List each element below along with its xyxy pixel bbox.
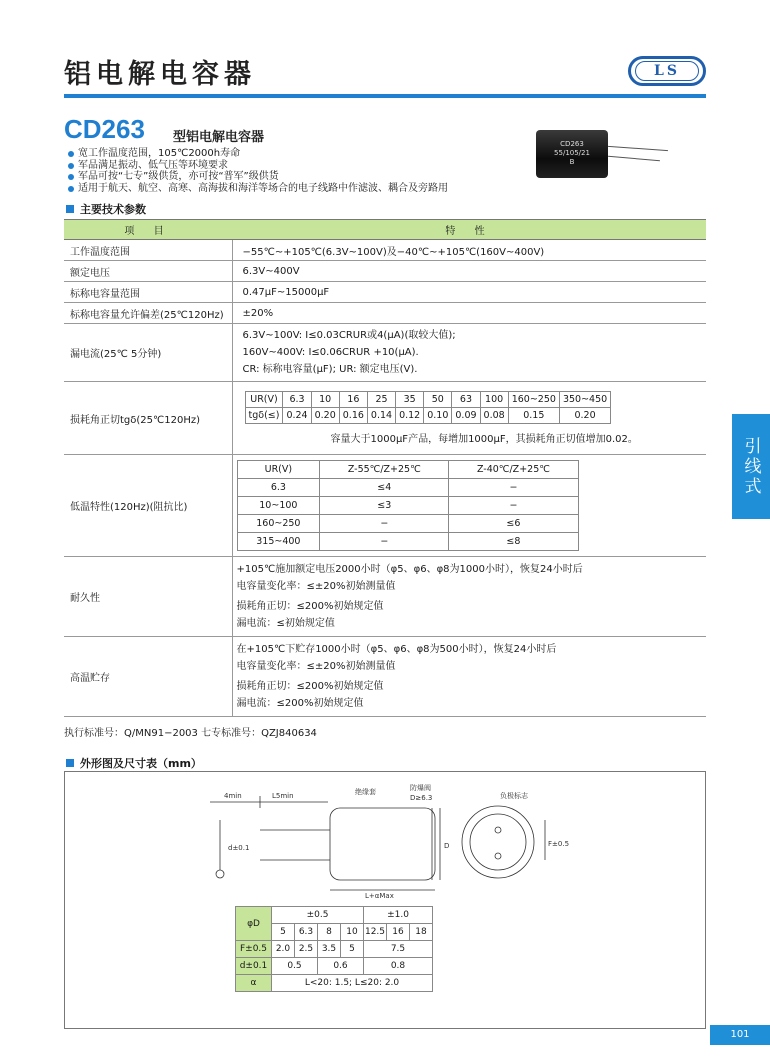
ls-logo: [628, 56, 706, 86]
lowtemp-header: Z-40℃/Z+25℃: [449, 461, 578, 479]
lowtemp-cell: −: [320, 533, 449, 551]
tand-row-label: tgδ(≤): [245, 408, 283, 424]
tand-value: 0.08: [480, 408, 508, 424]
spec-label: 标称电容量允许偏差(25℃120Hz): [64, 303, 232, 324]
dim-F-value: 2.0: [272, 941, 295, 958]
feature-item: 宽工作温度范围，105℃2000h寿命: [66, 148, 448, 160]
spec-line: 损耗角正切：≤200%初始规定值: [236, 681, 384, 692]
tand-voltage: 350~450: [559, 392, 610, 408]
feature-list: [66, 148, 448, 194]
spec-line: 漏电流：≤200%初始规定值: [236, 698, 364, 709]
spec-label: 工作温度范围: [64, 240, 232, 261]
section-specs-heading: 主要技术参数: [66, 201, 146, 217]
label-L: L+αMax: [365, 892, 394, 900]
dim-size: 16: [387, 924, 410, 941]
dim-tol: ±0.5: [272, 907, 364, 924]
tand-voltage: 50: [424, 392, 452, 408]
dim-size: 5: [272, 924, 295, 941]
dim-size: 6.3: [295, 924, 318, 941]
feature-item: 军品满足振动、低气压等环境要求: [66, 160, 448, 172]
lowtemp-cell: ≤6: [449, 515, 578, 533]
model-number: CD263: [64, 114, 145, 144]
tand-row-label: UR(V): [245, 392, 283, 408]
label-neg-mark: 负极标志: [500, 792, 528, 800]
side-tab: 引线式: [732, 414, 770, 519]
lowtemp-cell: −: [449, 497, 578, 515]
end-view-outer: [462, 806, 534, 878]
capacitor-body: [330, 808, 435, 880]
label-vent-cond: D≥6.3: [410, 794, 433, 802]
spec-line: 电容量变化率：≤±20%初始测量值: [236, 581, 396, 592]
outline-drawing: [200, 780, 580, 900]
tand-value: 0.20: [311, 408, 339, 424]
dim-F-value: 5: [341, 941, 364, 958]
spec-label: 额定电压: [64, 261, 232, 282]
spec-value: −55℃~+105℃(6.3V~100V)及−40℃~+105℃(160V~400V): [232, 240, 706, 261]
spec-value: ±20%: [232, 303, 706, 324]
label-lead-len: 4min: [224, 792, 242, 800]
tand-value: 0.09: [452, 408, 480, 424]
page-title: 铝电解电容器: [64, 59, 256, 90]
dim-d-value: 0.5: [272, 958, 318, 975]
tand-voltage: 100: [480, 392, 508, 408]
label-sleeve: 绝缘套: [355, 788, 376, 796]
tand-value: 0.10: [424, 408, 452, 424]
label-D: D: [444, 842, 450, 850]
spec-value: 0.47μF~15000μF: [232, 282, 706, 303]
feature-item: 军品可按“七专”级供货，亦可按“普军”级供货: [66, 171, 448, 183]
tand-value: 0.24: [283, 408, 311, 424]
spec-label: 高温贮存: [64, 637, 232, 717]
spec-label: 耐久性: [64, 557, 232, 637]
lowtemp-cell: 10~100: [237, 497, 320, 515]
tand-value: 0.15: [508, 408, 559, 424]
label-body-len: L5min: [272, 792, 294, 800]
lowtemp-header: UR(V): [237, 461, 320, 479]
spec-label: 低温特性(120Hz)(阻抗比): [64, 455, 232, 557]
lowtemp-cell: 160~250: [237, 515, 320, 533]
tand-value: 0.16: [339, 408, 367, 424]
lowtemp-cell: −: [320, 515, 449, 533]
spec-line: CR: 标称电容量(μF); UR: 额定电压(V).: [242, 364, 418, 375]
spec-label: 损耗角正切tgδ(25℃120Hz): [64, 382, 232, 455]
lowtemp-cell: ≤3: [320, 497, 449, 515]
header-rule: [64, 94, 706, 98]
spec-table: [64, 219, 706, 717]
dim-F-value: 7.5: [364, 941, 433, 958]
dim-tol: ±1.0: [364, 907, 433, 924]
feature-item: 适用于航天、航空、高寒、高海拔和海洋等场合的电子线路中作滤波、耦合及旁路用: [66, 183, 448, 195]
lowtemp-cell: ≤4: [320, 479, 449, 497]
photo-label-1: CD263: [560, 140, 584, 148]
spec-label: 漏电流(25℃ 5分钟): [64, 324, 232, 382]
dim-label-F: F±0.5: [236, 941, 272, 958]
lead-hole: [495, 853, 501, 859]
photo-label-2: 55/105/21: [554, 149, 590, 157]
dim-size: 10: [341, 924, 364, 941]
photo-label-3: B: [569, 158, 575, 166]
tand-value: 0.12: [396, 408, 424, 424]
spec-line: 6.3V~100V: I≤0.03CRUR或4(μA)(取较大值);: [242, 330, 456, 341]
bullet-square-icon: [66, 205, 74, 213]
dim-size: 12.5: [364, 924, 387, 941]
end-view-inner: [470, 814, 526, 870]
tand-voltage: 160~250: [508, 392, 559, 408]
model-subtitle: 型铝电解电容器: [173, 130, 265, 145]
tand-value: 0.14: [367, 408, 395, 424]
dim-d-value: 0.6: [318, 958, 364, 975]
lowtemp-cell: 6.3: [237, 479, 320, 497]
bullet-square-icon: [66, 759, 74, 767]
tand-note: 容量大于1000μF产品，每增加1000μF，其损耗角正切值增加0.02。: [330, 434, 638, 445]
tand-voltage: 10: [311, 392, 339, 408]
dim-size: 18: [410, 924, 433, 941]
tand-voltage: 63: [452, 392, 480, 408]
tand-voltage: 35: [396, 392, 424, 408]
lead-hole: [495, 827, 501, 833]
tand-voltage: 25: [367, 392, 395, 408]
lowtemp-cell: 315~400: [237, 533, 320, 551]
capacitor-lead: [608, 146, 668, 151]
lead-end: [216, 870, 224, 878]
dim-F-value: 2.5: [295, 941, 318, 958]
dim-alpha-value: L<20: 1.5; L≤20: 2.0: [272, 975, 433, 992]
dim-label-alpha: α: [236, 975, 272, 992]
spec-header-item: 项 目: [64, 220, 232, 240]
spec-header-char: 特 性: [232, 220, 706, 240]
spec-line: 损耗角正切：≤200%初始规定值: [236, 601, 384, 612]
dimension-table: [235, 906, 433, 992]
dim-F-value: 3.5: [318, 941, 341, 958]
page-number: 101: [710, 1025, 770, 1045]
logo-text: LS: [635, 61, 699, 81]
label-F: F±0.5: [548, 840, 570, 848]
spec-line: 漏电流：≤初始规定值: [236, 618, 335, 629]
spec-line: 在+105℃下贮存1000小时（φ5、φ6、φ8为500小时），恢复24小时后: [236, 644, 557, 655]
spec-line: +105℃施加额定电压2000小时（φ5、φ6、φ8为1000小时），恢复24小时后: [236, 564, 583, 575]
spec-label: 标称电容量范围: [64, 282, 232, 303]
lowtemp-table: [237, 460, 579, 551]
spec-line: 电容量变化率：≤±20%初始测量值: [236, 661, 396, 672]
lowtemp-header: Z-55℃/Z+25℃: [320, 461, 449, 479]
dim-label-d: d±0.1: [236, 958, 272, 975]
capacitor-photo: [536, 130, 608, 178]
label-d: d±0.1: [228, 844, 250, 852]
standard-note: 执行标准号：Q/MN91−2003 七专标准号：QZJ840634: [64, 728, 317, 739]
dim-label-phiD: φD: [236, 907, 272, 941]
tand-value: 0.20: [559, 408, 610, 424]
tand-voltage: 16: [339, 392, 367, 408]
tand-voltage: 6.3: [283, 392, 311, 408]
spec-value: 6.3V~400V: [232, 261, 706, 282]
section-dimensions-heading: 外形图及尺寸表（mm）: [66, 755, 202, 771]
lowtemp-cell: ≤8: [449, 533, 578, 551]
dim-size: 8: [318, 924, 341, 941]
lowtemp-cell: −: [449, 479, 578, 497]
label-vent: 防爆阀: [410, 784, 431, 792]
tand-table: [245, 391, 612, 424]
capacitor-lead: [608, 156, 660, 162]
spec-line: 160V~400V: I≤0.06CRUR +10(μA).: [242, 347, 419, 358]
dim-d-value: 0.8: [364, 958, 433, 975]
